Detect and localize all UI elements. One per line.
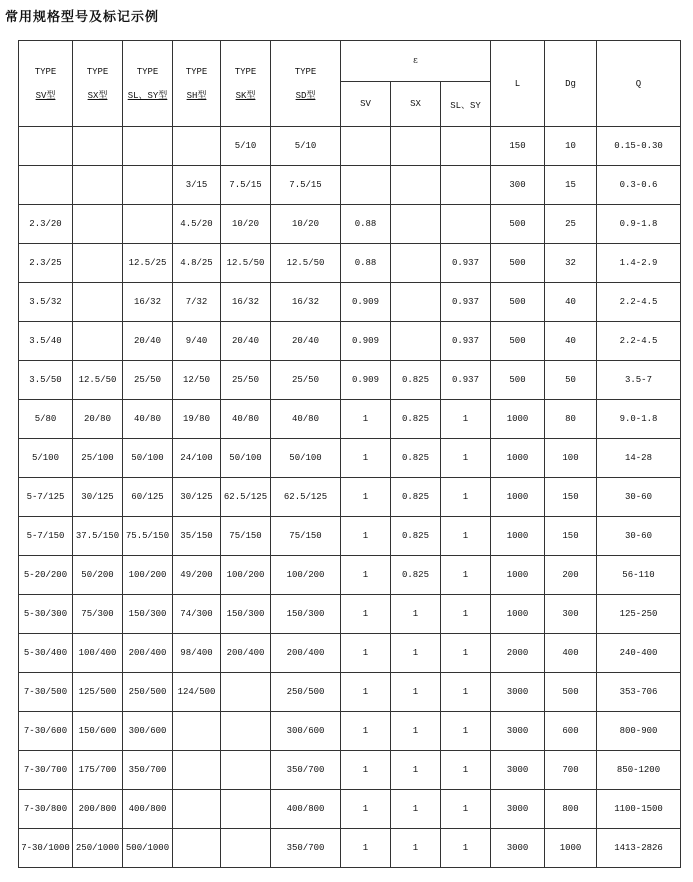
table-cell: 150/600 bbox=[73, 712, 123, 751]
table-cell: 0.825 bbox=[391, 361, 441, 400]
table-cell bbox=[73, 205, 123, 244]
table-cell: 1 bbox=[441, 751, 491, 790]
table-cell: 0.3-0.6 bbox=[597, 166, 681, 205]
table-cell: 240-400 bbox=[597, 634, 681, 673]
table-cell: 7-30/500 bbox=[19, 673, 73, 712]
header-eps-sx: SX bbox=[391, 82, 441, 127]
table-cell: 16/32 bbox=[123, 283, 173, 322]
table-cell: 125-250 bbox=[597, 595, 681, 634]
table-cell bbox=[391, 283, 441, 322]
table-cell: 353-706 bbox=[597, 673, 681, 712]
table-cell bbox=[391, 244, 441, 283]
table-cell bbox=[221, 673, 271, 712]
table-cell: 0.825 bbox=[391, 439, 441, 478]
table-cell: 7/32 bbox=[173, 283, 221, 322]
table-cell: 1 bbox=[441, 439, 491, 478]
table-cell: 30/125 bbox=[173, 478, 221, 517]
table-cell: 150 bbox=[545, 517, 597, 556]
table-cell: 600 bbox=[545, 712, 597, 751]
table-cell: 62.5/125 bbox=[271, 478, 341, 517]
table-cell: 5/10 bbox=[221, 127, 271, 166]
table-cell: 1 bbox=[341, 478, 391, 517]
table-cell: 25 bbox=[545, 205, 597, 244]
table-cell: 350/700 bbox=[271, 829, 341, 868]
table-cell: 1000 bbox=[545, 829, 597, 868]
table-cell: 1 bbox=[391, 712, 441, 751]
table-cell: 500 bbox=[545, 673, 597, 712]
table-cell: 12.5/50 bbox=[221, 244, 271, 283]
table-cell bbox=[73, 166, 123, 205]
header-type-sh: TYPE SH型 bbox=[173, 41, 221, 127]
table-cell: 5/100 bbox=[19, 439, 73, 478]
table-cell: 0.825 bbox=[391, 556, 441, 595]
table-cell: 200/800 bbox=[73, 790, 123, 829]
table-cell bbox=[173, 127, 221, 166]
table-cell: 850-1200 bbox=[597, 751, 681, 790]
table-cell: 12.5/50 bbox=[271, 244, 341, 283]
table-cell: 24/100 bbox=[173, 439, 221, 478]
table-cell bbox=[221, 790, 271, 829]
table-cell: 3000 bbox=[491, 673, 545, 712]
table-cell: 300 bbox=[545, 595, 597, 634]
table-row bbox=[19, 751, 681, 790]
table-cell: 150 bbox=[545, 478, 597, 517]
table-cell bbox=[441, 205, 491, 244]
table-cell: 5-7/125 bbox=[19, 478, 73, 517]
table-cell: 98/400 bbox=[173, 634, 221, 673]
table-cell: 1 bbox=[441, 517, 491, 556]
table-cell: 500 bbox=[491, 361, 545, 400]
header-type-sl-sy: TYPE SL、SY型 bbox=[123, 41, 173, 127]
table-cell: 300/600 bbox=[271, 712, 341, 751]
table-row bbox=[19, 829, 681, 868]
table-cell: 4.5/20 bbox=[173, 205, 221, 244]
table-cell: 1 bbox=[391, 790, 441, 829]
table-cell: 20/40 bbox=[221, 322, 271, 361]
table-cell: 75/150 bbox=[271, 517, 341, 556]
table-cell: 15 bbox=[545, 166, 597, 205]
table-cell: 1 bbox=[341, 790, 391, 829]
table-cell: 0.937 bbox=[441, 244, 491, 283]
table-header bbox=[19, 41, 681, 127]
table-cell: 50/200 bbox=[73, 556, 123, 595]
table-cell: 500 bbox=[491, 244, 545, 283]
table-cell: 700 bbox=[545, 751, 597, 790]
table-cell: 1 bbox=[391, 673, 441, 712]
table-cell: 150/300 bbox=[271, 595, 341, 634]
table-cell: 1 bbox=[441, 712, 491, 751]
table-cell: 40 bbox=[545, 322, 597, 361]
header-type-sv: TYPE SV型 bbox=[19, 41, 73, 127]
table-row bbox=[19, 634, 681, 673]
table-cell: 3/15 bbox=[173, 166, 221, 205]
table-cell: 1 bbox=[391, 751, 441, 790]
table-cell: 50/100 bbox=[123, 439, 173, 478]
table-cell: 5-7/150 bbox=[19, 517, 73, 556]
table-cell: 1 bbox=[341, 829, 391, 868]
table-cell: 12.5/50 bbox=[73, 361, 123, 400]
table-cell: 1000 bbox=[491, 517, 545, 556]
table-cell bbox=[391, 322, 441, 361]
table-cell bbox=[123, 205, 173, 244]
table-cell: 16/32 bbox=[271, 283, 341, 322]
table-body bbox=[19, 127, 681, 868]
table-cell: 60/125 bbox=[123, 478, 173, 517]
table-cell: 7.5/15 bbox=[271, 166, 341, 205]
table-row bbox=[19, 439, 681, 478]
table-cell: 100 bbox=[545, 439, 597, 478]
table-cell: 10 bbox=[545, 127, 597, 166]
table-cell: 20/80 bbox=[73, 400, 123, 439]
table-cell: 32 bbox=[545, 244, 597, 283]
table-cell: 1000 bbox=[491, 556, 545, 595]
table-cell: 350/700 bbox=[271, 751, 341, 790]
table-row bbox=[19, 595, 681, 634]
table-cell bbox=[73, 283, 123, 322]
table-cell: 49/200 bbox=[173, 556, 221, 595]
table-row bbox=[19, 244, 681, 283]
table-cell: 150/300 bbox=[123, 595, 173, 634]
table-cell: 9/40 bbox=[173, 322, 221, 361]
header-dg: Dg bbox=[545, 41, 597, 127]
table-cell: 300 bbox=[491, 166, 545, 205]
table-cell: 19/80 bbox=[173, 400, 221, 439]
table-cell: 1 bbox=[441, 673, 491, 712]
table-cell: 175/700 bbox=[73, 751, 123, 790]
table-row bbox=[19, 478, 681, 517]
table-cell: 0.937 bbox=[441, 322, 491, 361]
table-cell: 100/200 bbox=[271, 556, 341, 595]
table-cell bbox=[221, 712, 271, 751]
table-cell: 1 bbox=[441, 790, 491, 829]
table-cell: 1.4-2.9 bbox=[597, 244, 681, 283]
table-cell: 0.15-0.30 bbox=[597, 127, 681, 166]
table-cell: 0.825 bbox=[391, 478, 441, 517]
table-cell: 1 bbox=[441, 478, 491, 517]
table-cell bbox=[73, 322, 123, 361]
table-cell: 0.88 bbox=[341, 244, 391, 283]
table-cell: 3.5-7 bbox=[597, 361, 681, 400]
table-cell: 5-30/400 bbox=[19, 634, 73, 673]
table-cell: 2.3/20 bbox=[19, 205, 73, 244]
table-cell: 0.909 bbox=[341, 322, 391, 361]
table-cell: 150 bbox=[491, 127, 545, 166]
table-cell: 2.2-4.5 bbox=[597, 283, 681, 322]
table-cell: 5-30/300 bbox=[19, 595, 73, 634]
table-cell: 200 bbox=[545, 556, 597, 595]
table-cell: 50 bbox=[545, 361, 597, 400]
header-type-sx: TYPE SX型 bbox=[73, 41, 123, 127]
table-cell: 12/50 bbox=[173, 361, 221, 400]
table-cell: 400 bbox=[545, 634, 597, 673]
table-row bbox=[19, 361, 681, 400]
table-cell: 1 bbox=[391, 595, 441, 634]
table-cell: 100/200 bbox=[123, 556, 173, 595]
table-cell: 3.5/32 bbox=[19, 283, 73, 322]
table-cell: 1 bbox=[441, 829, 491, 868]
header-l: L bbox=[491, 41, 545, 127]
table-cell bbox=[173, 751, 221, 790]
table-cell: 4.8/25 bbox=[173, 244, 221, 283]
table-cell: 35/150 bbox=[173, 517, 221, 556]
table-cell: 3000 bbox=[491, 790, 545, 829]
table-cell bbox=[19, 127, 73, 166]
table-cell: 500 bbox=[491, 205, 545, 244]
table-row bbox=[19, 790, 681, 829]
table-cell: 0.825 bbox=[391, 400, 441, 439]
table-cell: 1413-2826 bbox=[597, 829, 681, 868]
table-cell: 30-60 bbox=[597, 478, 681, 517]
table-cell: 16/32 bbox=[221, 283, 271, 322]
table-cell bbox=[73, 244, 123, 283]
table-cell bbox=[391, 166, 441, 205]
table-cell bbox=[441, 127, 491, 166]
table-cell: 1 bbox=[341, 556, 391, 595]
table-cell: 7-30/800 bbox=[19, 790, 73, 829]
table-cell: 1 bbox=[341, 517, 391, 556]
table-row bbox=[19, 673, 681, 712]
table-cell: 800-900 bbox=[597, 712, 681, 751]
table-cell: 1000 bbox=[491, 478, 545, 517]
table-cell: 400/800 bbox=[271, 790, 341, 829]
table-cell: 25/100 bbox=[73, 439, 123, 478]
table-cell: 500 bbox=[491, 322, 545, 361]
table-cell: 0.937 bbox=[441, 361, 491, 400]
table-cell: 5/10 bbox=[271, 127, 341, 166]
table-cell bbox=[221, 751, 271, 790]
table-cell bbox=[341, 127, 391, 166]
table-cell bbox=[341, 166, 391, 205]
table-cell: 5/80 bbox=[19, 400, 73, 439]
header-eps-sl-sy: SL、SY bbox=[441, 82, 491, 127]
table-row bbox=[19, 712, 681, 751]
header-epsilon: ε bbox=[341, 41, 491, 82]
table-cell: 250/500 bbox=[123, 673, 173, 712]
table-cell: 7-30/600 bbox=[19, 712, 73, 751]
table-cell: 3000 bbox=[491, 712, 545, 751]
table-cell: 10/20 bbox=[221, 205, 271, 244]
table-row bbox=[19, 517, 681, 556]
table-cell: 500 bbox=[491, 283, 545, 322]
table-cell: 3.5/50 bbox=[19, 361, 73, 400]
table-cell: 3.5/40 bbox=[19, 322, 73, 361]
table-cell: 2.2-4.5 bbox=[597, 322, 681, 361]
table-row bbox=[19, 283, 681, 322]
table-cell bbox=[173, 712, 221, 751]
table-cell bbox=[391, 205, 441, 244]
table-cell: 1 bbox=[341, 595, 391, 634]
table-cell bbox=[123, 166, 173, 205]
table-cell: 80 bbox=[545, 400, 597, 439]
table-row bbox=[19, 400, 681, 439]
header-eps-sv: SV bbox=[341, 82, 391, 127]
table-cell: 500/1000 bbox=[123, 829, 173, 868]
table-cell: 400/800 bbox=[123, 790, 173, 829]
table-cell: 1 bbox=[341, 400, 391, 439]
table-cell: 124/500 bbox=[173, 673, 221, 712]
table-cell bbox=[391, 127, 441, 166]
table-cell: 100/200 bbox=[221, 556, 271, 595]
table-cell: 12.5/25 bbox=[123, 244, 173, 283]
table-cell: 25/50 bbox=[271, 361, 341, 400]
table-cell: 1100-1500 bbox=[597, 790, 681, 829]
table-cell bbox=[441, 166, 491, 205]
table-cell: 20/40 bbox=[271, 322, 341, 361]
table-cell: 350/700 bbox=[123, 751, 173, 790]
table-cell: 10/20 bbox=[271, 205, 341, 244]
table-cell: 7-30/700 bbox=[19, 751, 73, 790]
table-cell: 50/100 bbox=[271, 439, 341, 478]
table-cell: 1000 bbox=[491, 595, 545, 634]
table-cell: 0.88 bbox=[341, 205, 391, 244]
table-cell: 1 bbox=[441, 634, 491, 673]
table-cell: 0.825 bbox=[391, 517, 441, 556]
table-cell: 50/100 bbox=[221, 439, 271, 478]
table-cell: 1000 bbox=[491, 400, 545, 439]
table-cell: 20/40 bbox=[123, 322, 173, 361]
table-cell: 200/400 bbox=[271, 634, 341, 673]
table-cell: 0.937 bbox=[441, 283, 491, 322]
table-cell: 1 bbox=[341, 751, 391, 790]
table-cell bbox=[123, 127, 173, 166]
header-q: Q bbox=[597, 41, 681, 127]
table-cell: 100/400 bbox=[73, 634, 123, 673]
table-cell: 25/50 bbox=[123, 361, 173, 400]
table-cell: 75/150 bbox=[221, 517, 271, 556]
table-cell: 30-60 bbox=[597, 517, 681, 556]
table-cell: 2.3/25 bbox=[19, 244, 73, 283]
table-cell: 1 bbox=[441, 595, 491, 634]
table-row bbox=[19, 205, 681, 244]
table-cell: 14-28 bbox=[597, 439, 681, 478]
spec-table bbox=[18, 40, 681, 868]
table-cell bbox=[173, 829, 221, 868]
table-cell: 7-30/1000 bbox=[19, 829, 73, 868]
table-cell: 37.5/150 bbox=[73, 517, 123, 556]
table-cell: 1 bbox=[391, 634, 441, 673]
table-row bbox=[19, 127, 681, 166]
table-cell: 9.0-1.8 bbox=[597, 400, 681, 439]
table-cell: 74/300 bbox=[173, 595, 221, 634]
table-cell: 1 bbox=[341, 712, 391, 751]
table-cell: 2000 bbox=[491, 634, 545, 673]
header-type-sd: TYPE SD型 bbox=[271, 41, 341, 127]
table-cell: 40/80 bbox=[271, 400, 341, 439]
table-cell: 200/400 bbox=[221, 634, 271, 673]
table-cell: 0.9-1.8 bbox=[597, 205, 681, 244]
table-cell bbox=[173, 790, 221, 829]
table-cell: 1 bbox=[391, 829, 441, 868]
table-cell: 1 bbox=[341, 439, 391, 478]
table-cell: 56-110 bbox=[597, 556, 681, 595]
table-cell: 40 bbox=[545, 283, 597, 322]
table-cell: 5-20/200 bbox=[19, 556, 73, 595]
table-cell: 1 bbox=[341, 634, 391, 673]
table-cell bbox=[73, 127, 123, 166]
table-cell: 250/1000 bbox=[73, 829, 123, 868]
table-cell: 75/300 bbox=[73, 595, 123, 634]
table-cell: 250/500 bbox=[271, 673, 341, 712]
table-cell: 0.909 bbox=[341, 361, 391, 400]
table-cell: 40/80 bbox=[221, 400, 271, 439]
table-cell: 40/80 bbox=[123, 400, 173, 439]
table-cell: 150/300 bbox=[221, 595, 271, 634]
table-cell bbox=[19, 166, 73, 205]
table-cell: 3000 bbox=[491, 751, 545, 790]
table-cell: 1 bbox=[441, 400, 491, 439]
table-cell: 25/50 bbox=[221, 361, 271, 400]
header-type-sk: TYPE SK型 bbox=[221, 41, 271, 127]
table-cell: 1000 bbox=[491, 439, 545, 478]
table-cell bbox=[221, 829, 271, 868]
table-cell: 3000 bbox=[491, 829, 545, 868]
table-cell: 125/500 bbox=[73, 673, 123, 712]
table-row bbox=[19, 556, 681, 595]
table-row bbox=[19, 166, 681, 205]
table-cell: 300/600 bbox=[123, 712, 173, 751]
table-cell: 800 bbox=[545, 790, 597, 829]
page-title: 常用规格型号及标记示例 bbox=[5, 10, 160, 25]
table-cell: 1 bbox=[441, 556, 491, 595]
table-cell: 30/125 bbox=[73, 478, 123, 517]
table-row bbox=[19, 322, 681, 361]
table-cell: 1 bbox=[341, 673, 391, 712]
table-cell: 75.5/150 bbox=[123, 517, 173, 556]
table-cell: 0.909 bbox=[341, 283, 391, 322]
table-cell: 62.5/125 bbox=[221, 478, 271, 517]
table-cell: 7.5/15 bbox=[221, 166, 271, 205]
table-cell: 200/400 bbox=[123, 634, 173, 673]
